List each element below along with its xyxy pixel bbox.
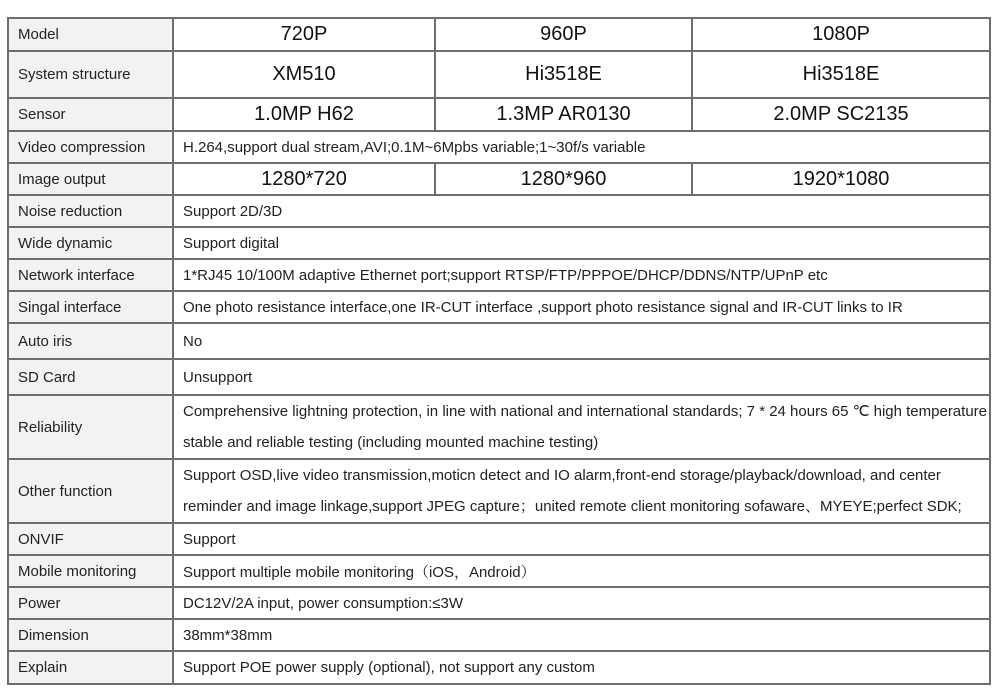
model-960p: 960P	[435, 18, 692, 51]
dimension-value: 38mm*38mm	[173, 619, 990, 651]
image-output-1080p: 1920*1080	[692, 163, 990, 195]
label-image-output: Image output	[8, 163, 173, 195]
row-network-interface	[8, 259, 990, 291]
reliability-value: Comprehensive lightning protection, in line with national and international standards; 7 * 24 hours 65 ℃ high temperature stable and reliable testing (including mounted machine testing)	[173, 395, 990, 459]
mobile-monitoring-value: Support multiple mobile monitoring（iOS，Android）	[173, 555, 990, 587]
row-wide-dynamic	[8, 227, 990, 259]
image-output-720p: 1280*720	[173, 163, 435, 195]
row-mobile-monitoring	[8, 555, 990, 587]
row-auto-iris	[8, 323, 990, 359]
label-other-function: Other function	[8, 459, 173, 523]
row-video-compression	[8, 131, 990, 163]
sd-card-value: Unsupport	[173, 359, 990, 395]
label-wide-dynamic: Wide dynamic	[8, 227, 173, 259]
sensor-960p: 1.3MP AR0130	[435, 98, 692, 131]
row-reliability	[8, 395, 990, 459]
label-explain: Explain	[8, 651, 173, 684]
row-sensor	[8, 98, 990, 131]
noise-reduction-value: Support 2D/3D	[173, 195, 990, 227]
row-system-structure	[8, 51, 990, 98]
power-value: DC12V/2A input, power consumption:≤3W	[173, 587, 990, 619]
row-dimension	[8, 619, 990, 651]
onvif-value: Support	[173, 523, 990, 555]
label-system-structure: System structure	[8, 51, 173, 98]
image-output-960p: 1280*960	[435, 163, 692, 195]
sensor-1080p: 2.0MP SC2135	[692, 98, 990, 131]
network-interface-value: 1*RJ45 10/100M adaptive Ethernet port;support RTSP/FTP/PPPOE/DHCP/DDNS/NTP/UPnP etc	[173, 259, 990, 291]
label-onvif: ONVIF	[8, 523, 173, 555]
row-sd-card	[8, 359, 990, 395]
row-model	[8, 18, 990, 51]
system-structure-720p: XM510	[173, 51, 435, 98]
video-compression-value: H.264,support dual stream,AVI;0.1M~6Mpbs variable;1~30f/s variable	[173, 131, 990, 163]
label-sensor: Sensor	[8, 98, 173, 131]
row-image-output	[8, 163, 990, 195]
row-power	[8, 587, 990, 619]
system-structure-960p: Hi3518E	[435, 51, 692, 98]
singal-interface-value: One photo resistance interface,one IR-CUT interface ,support photo resistance signal and IR-CUT links to IR	[173, 291, 990, 323]
explain-value: Support POE power supply (optional), not support any custom	[173, 651, 990, 684]
other-function-value: Support OSD,live video transmission,moticn detect and IO alarm,front-end storage/playback/download, and center reminder and image linkage,support JPEG capture；united remote client monitoring sofaware、MYEYE;perfect SDK;	[173, 459, 990, 523]
label-video-compression: Video compression	[8, 131, 173, 163]
row-explain	[8, 651, 990, 684]
row-noise-reduction	[8, 195, 990, 227]
label-power: Power	[8, 587, 173, 619]
label-noise-reduction: Noise reduction	[8, 195, 173, 227]
label-singal-interface: Singal interface	[8, 291, 173, 323]
auto-iris-value: No	[173, 323, 990, 359]
label-dimension: Dimension	[8, 619, 173, 651]
wide-dynamic-value: Support digital	[173, 227, 990, 259]
row-other-function	[8, 459, 990, 523]
label-reliability: Reliability	[8, 395, 173, 459]
row-singal-interface	[8, 291, 990, 323]
label-mobile-monitoring: Mobile monitoring	[8, 555, 173, 587]
system-structure-1080p: Hi3518E	[692, 51, 990, 98]
label-model: Model	[8, 18, 173, 51]
label-auto-iris: Auto iris	[8, 323, 173, 359]
spec-table	[7, 17, 991, 685]
row-onvif	[8, 523, 990, 555]
sensor-720p: 1.0MP H62	[173, 98, 435, 131]
label-sd-card: SD Card	[8, 359, 173, 395]
label-network-interface: Network interface	[8, 259, 173, 291]
model-720p: 720P	[173, 18, 435, 51]
model-1080p: 1080P	[692, 18, 990, 51]
